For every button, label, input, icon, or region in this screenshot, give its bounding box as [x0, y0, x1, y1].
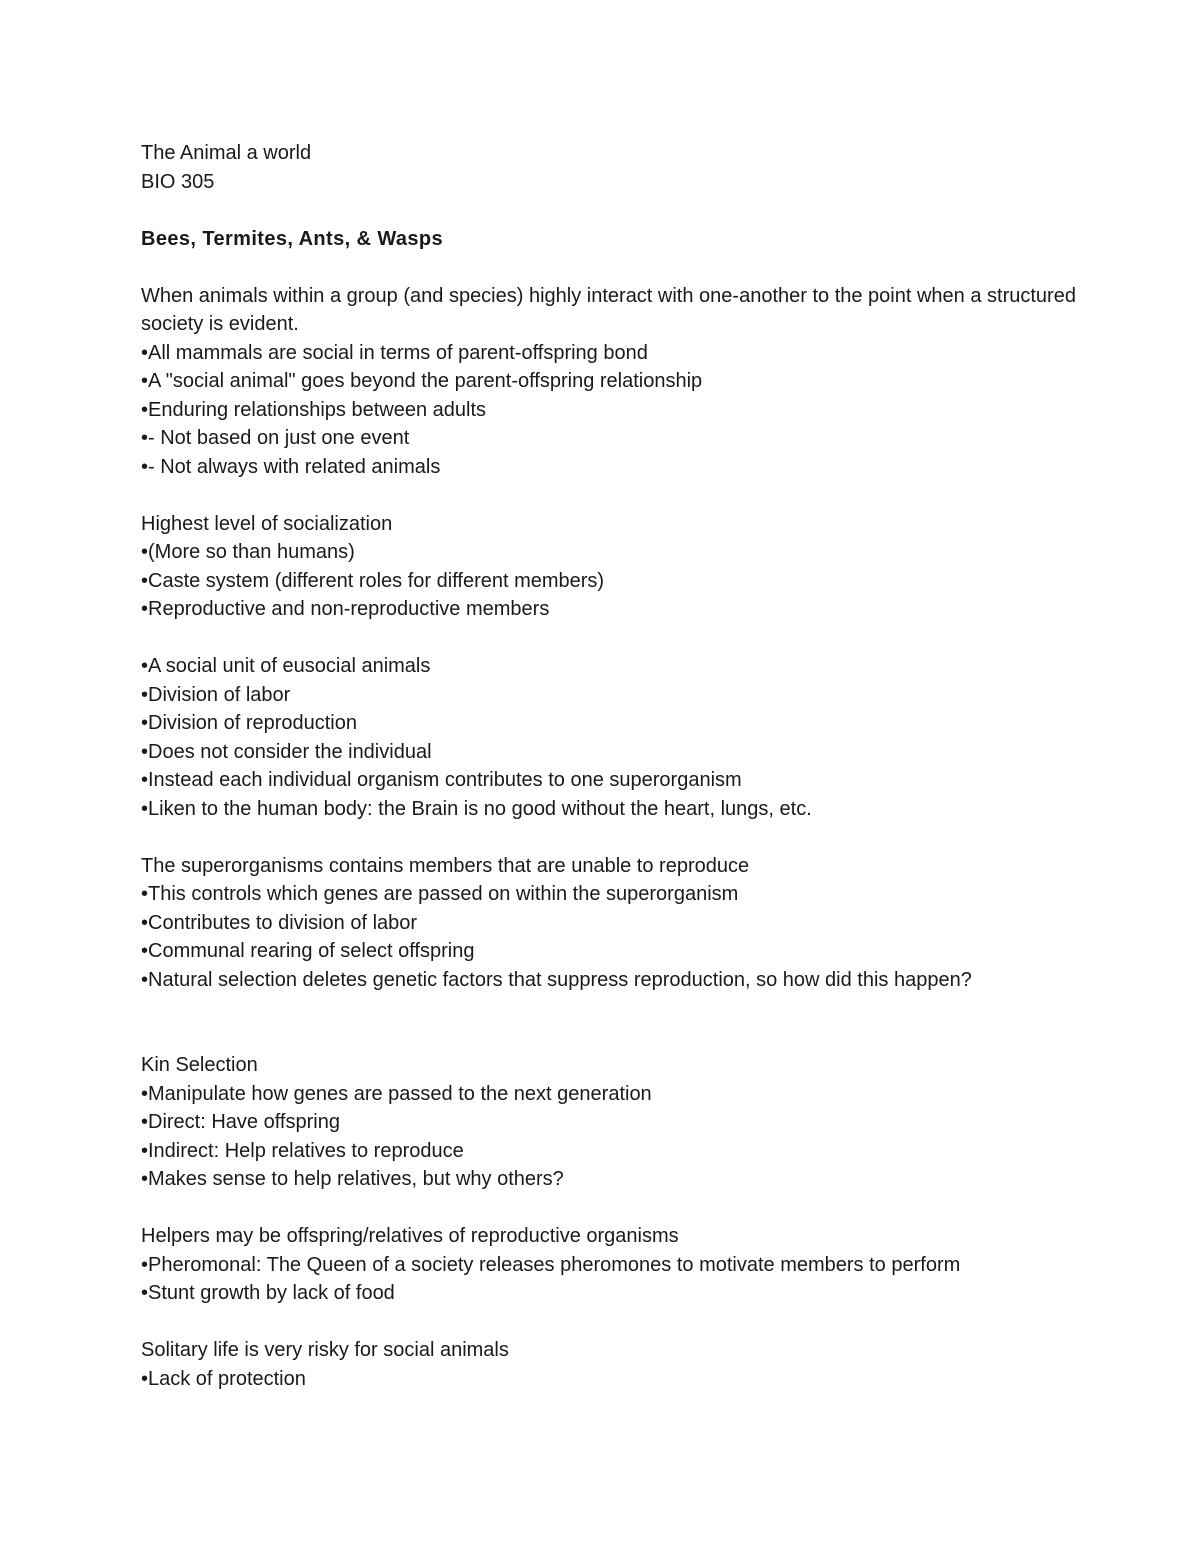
spacer	[141, 481, 1081, 510]
bullet-item: •(More so than humans)	[141, 541, 355, 563]
bullet-item: •Enduring relationships between adults	[141, 398, 486, 421]
bullet-item: •Does not consider the individual	[141, 740, 432, 763]
document-body	[141, 139, 1081, 1393]
bullet-item: •A "social animal" goes beyond the parent-offspring relationship	[141, 370, 703, 392]
section-heading: Bees, Termites, Ants, & Wasps	[141, 227, 444, 250]
bullet-item: •Natural selection deletes genetic factors that suppress reproduction, so how did this happen?	[141, 968, 972, 991]
bullet-item: •Reproductive and non-reproductive members	[141, 598, 550, 620]
spacer	[141, 823, 1081, 852]
bullet-item: •This controls which genes are passed on within the superorganism	[141, 883, 739, 905]
bullet-item: •Contributes to division of labor	[141, 911, 418, 934]
bullet-item: •Pheromonal: The Queen of a society releases pheromones to motivate members to perform	[141, 1253, 961, 1276]
bullet-item: •Stunt growth by lack of food	[141, 1282, 395, 1304]
bullet-item: •Manipulate how genes are passed to the next generation	[141, 1082, 652, 1105]
bullet-item: •Communal rearing of select offspring	[141, 940, 475, 962]
spacer	[141, 994, 1081, 1023]
course-title: The Animal a world	[141, 142, 312, 164]
spacer	[141, 1023, 1081, 1052]
spacer	[141, 196, 1081, 225]
bullet-item: •- Not based on just one event	[141, 427, 410, 449]
paragraph-intro: The superorganisms contains members that are unable to reproduce	[141, 854, 750, 877]
spacer	[141, 1308, 1081, 1337]
paragraph-intro: When animals within a group (and species) highly interact with one-another to the point when a structured society is evident.	[141, 284, 1076, 335]
spacer	[141, 624, 1081, 653]
paragraph-intro: Helpers may be offspring/relatives of reproductive organisms	[141, 1225, 679, 1247]
bullet-item: •Caste system (different roles for different members)	[141, 569, 605, 592]
bullet-item: •Division of reproduction	[141, 712, 357, 734]
bullet-item: •Makes sense to help relatives, but why others?	[141, 1168, 564, 1190]
bullet-item: •Division of labor	[141, 683, 291, 706]
bullet-item: •Lack of protection	[141, 1367, 306, 1390]
paragraph-intro: Highest level of socialization	[141, 512, 393, 535]
bullet-item: •All mammals are social in terms of parent-offspring bond	[141, 341, 648, 364]
course-code: BIO 305	[141, 170, 215, 193]
bullet-item: •Liken to the human body: the Brain is no good without the heart, lungs, etc.	[141, 797, 812, 820]
paragraph-intro: Solitary life is very risky for social animals	[141, 1339, 509, 1361]
bullet-item: •A social unit of eusocial animals	[141, 655, 431, 677]
bullet-item: •Direct: Have offspring	[141, 1111, 340, 1133]
spacer	[141, 1194, 1081, 1223]
paragraph-intro: Kin Selection	[141, 1054, 258, 1076]
bullet-item: •Instead each individual organism contributes to one superorganism	[141, 769, 742, 791]
spacer	[141, 253, 1081, 282]
bullet-item: •- Not always with related animals	[141, 455, 441, 478]
bullet-item: •Indirect: Help relatives to reproduce	[141, 1139, 464, 1162]
